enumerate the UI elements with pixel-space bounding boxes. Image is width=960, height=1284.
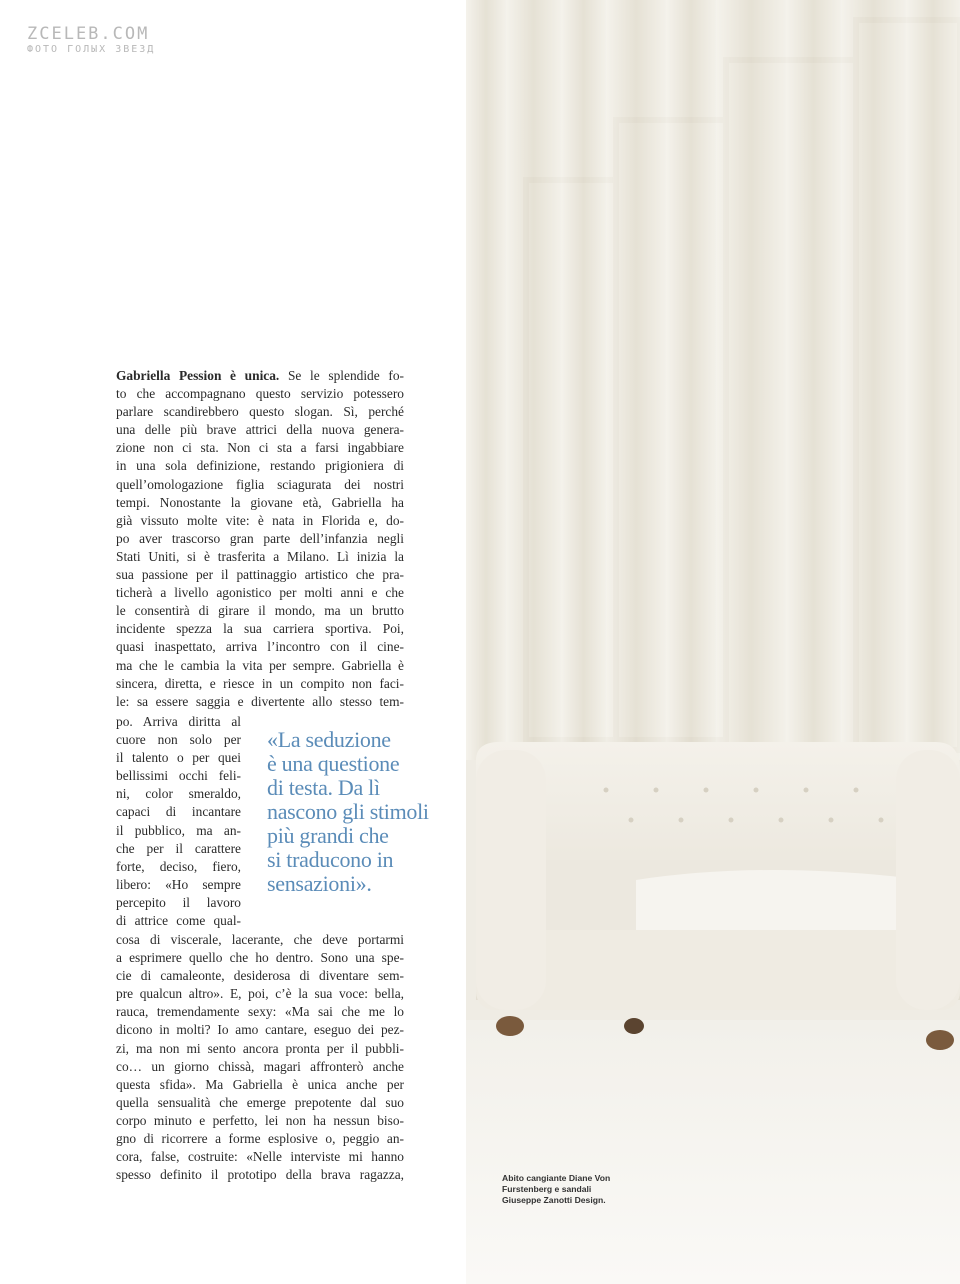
- article-line: ticherà a livello agonistico per molti anni e che: [116, 585, 404, 601]
- article-line: sincera, diretta, e riesce in un compito non faci-: [116, 675, 404, 691]
- article-line: dicono in molti? Io amo cantare, eseguo dei pez-: [116, 1022, 404, 1038]
- article-line: libero: «Ho sempre: [116, 876, 241, 892]
- article-line: pre qualcun altro». E, poi, c’è la sua voce: bella,: [116, 986, 404, 1002]
- pull-quote-line: sensazioni».: [267, 871, 372, 896]
- article-line: quell’omologazione figlia sciagurata dei nostri: [116, 476, 404, 492]
- article-line: po. Arriva diritta al: [116, 714, 241, 729]
- article-line: ma che le cambia la vita per sempre. Gabriella è: [116, 657, 404, 673]
- article-body-narrow: [116, 713, 241, 930]
- article-line: già vissuto molte vite: è nata in Florida e, do-: [116, 512, 404, 528]
- article-line: percepito il lavoro: [116, 894, 241, 910]
- article-line: il pubblico, ma an-: [116, 822, 241, 838]
- article-line: corpo minuto e perfetto, lei non ha nessun biso-: [116, 1112, 404, 1128]
- article-line: di attrice come qual-: [116, 913, 241, 929]
- watermark: [27, 26, 155, 55]
- article-line: tempi. Nonostante la giovane età, Gabriella ha: [116, 494, 404, 510]
- article-line: questa sfida». Ma Gabriella è unica anche per: [116, 1076, 404, 1092]
- photo-caption: [502, 1173, 622, 1206]
- caption-line: Abito cangiante Diane Von: [502, 1173, 611, 1183]
- photo-illustration: [466, 0, 960, 1284]
- article-line: bellissimi occhi feli-: [116, 768, 241, 784]
- article-line: cie di camaleonte, desiderosa di diventare sem-: [116, 968, 404, 984]
- article-line: po aver trascorso gran parte dell’infanzia negli: [116, 530, 404, 546]
- watermark-title: ZCELEB.COM: [27, 24, 150, 44]
- article-line: a esprimere quello che ho dentro. Sono una spe-: [116, 950, 404, 966]
- article-line: cora, false, costruite: «Nelle interviste mi hanno: [116, 1149, 404, 1165]
- article-line: Stati Uniti, si è trasferita a Milano. Lì inizia la: [116, 548, 404, 564]
- article-line: capaci di incantare: [116, 804, 241, 820]
- pull-quote-line: più grandi che: [267, 823, 389, 848]
- article-body-top: [116, 367, 404, 711]
- pull-quote-line: si traducono in: [267, 847, 394, 872]
- article-line: zi, ma non mi sento ancora pronta per il pubbli-: [116, 1040, 404, 1056]
- article-line: le: sa essere saggia e divertente allo stesso tem-: [116, 693, 404, 709]
- article-line: quasi inaspettato, arriva l’incontro con il cine-: [116, 639, 404, 655]
- article-line: cuore non solo per: [116, 732, 241, 748]
- article-line: parlare scandirebbero questo slogan. Sì, perché: [116, 404, 404, 420]
- article-line-text: Se le splendide fo-: [279, 368, 404, 383]
- article-line: ni, color smeraldo,: [116, 786, 241, 802]
- article-line: zione non ci sta. Non ci sta a farsi ingabbiare: [116, 440, 404, 456]
- article-line: [116, 367, 404, 385]
- watermark-subtitle: ФОТО ГОЛЫХ ЗВЕЗД: [27, 44, 156, 55]
- article-line: il talento o per quei: [116, 750, 241, 766]
- article-lead: Gabriella Pession è unica.: [116, 368, 280, 383]
- article-line: incidente spezza la sua carriera sportiva. Poi,: [116, 621, 404, 637]
- photo-white-sofa: [466, 0, 960, 1284]
- article-line: rauca, tremendamente sexy: «Ma sai che me lo: [116, 1004, 404, 1020]
- article-line: to che accompagnano questo servizio potessero: [116, 386, 404, 402]
- pull-quote: [267, 728, 467, 896]
- caption-line: Giuseppe Zanotti Design.: [502, 1195, 606, 1205]
- caption-line: Furstenberg e sandali: [502, 1184, 592, 1194]
- article-line: sua passione per il pattinaggio artistico che pra-: [116, 567, 404, 583]
- article-line: co… un giorno chissà, magari affronterò anche: [116, 1058, 404, 1074]
- pull-quote-line: è una questione: [267, 751, 400, 776]
- article-line: spesso definito il prototipo della brava ragazza,: [116, 1167, 404, 1183]
- article-line: forte, deciso, fiero,: [116, 858, 241, 874]
- article-line: che per il carattere: [116, 840, 241, 856]
- article-line: in una sola definizione, restando prigioniera di: [116, 458, 404, 474]
- article-line: quella sensualità che emerge prepotente dal suo: [116, 1094, 404, 1110]
- pull-quote-line: «La seduzione: [267, 727, 391, 752]
- article-line: le consentirà di girare il mondo, ma un brutto: [116, 603, 404, 619]
- article-line: cosa di viscerale, lacerante, che deve portarmi: [116, 932, 404, 947]
- pull-quote-line: di testa. Da lì: [267, 775, 380, 800]
- article-line: una delle più brave attrici della nuova genera-: [116, 422, 404, 438]
- article-line: gno di ricorrere a forme esplosive o, peggio an-: [116, 1131, 404, 1147]
- article-body-bottom: [116, 931, 404, 1184]
- pull-quote-line: nascono gli stimoli: [267, 799, 429, 824]
